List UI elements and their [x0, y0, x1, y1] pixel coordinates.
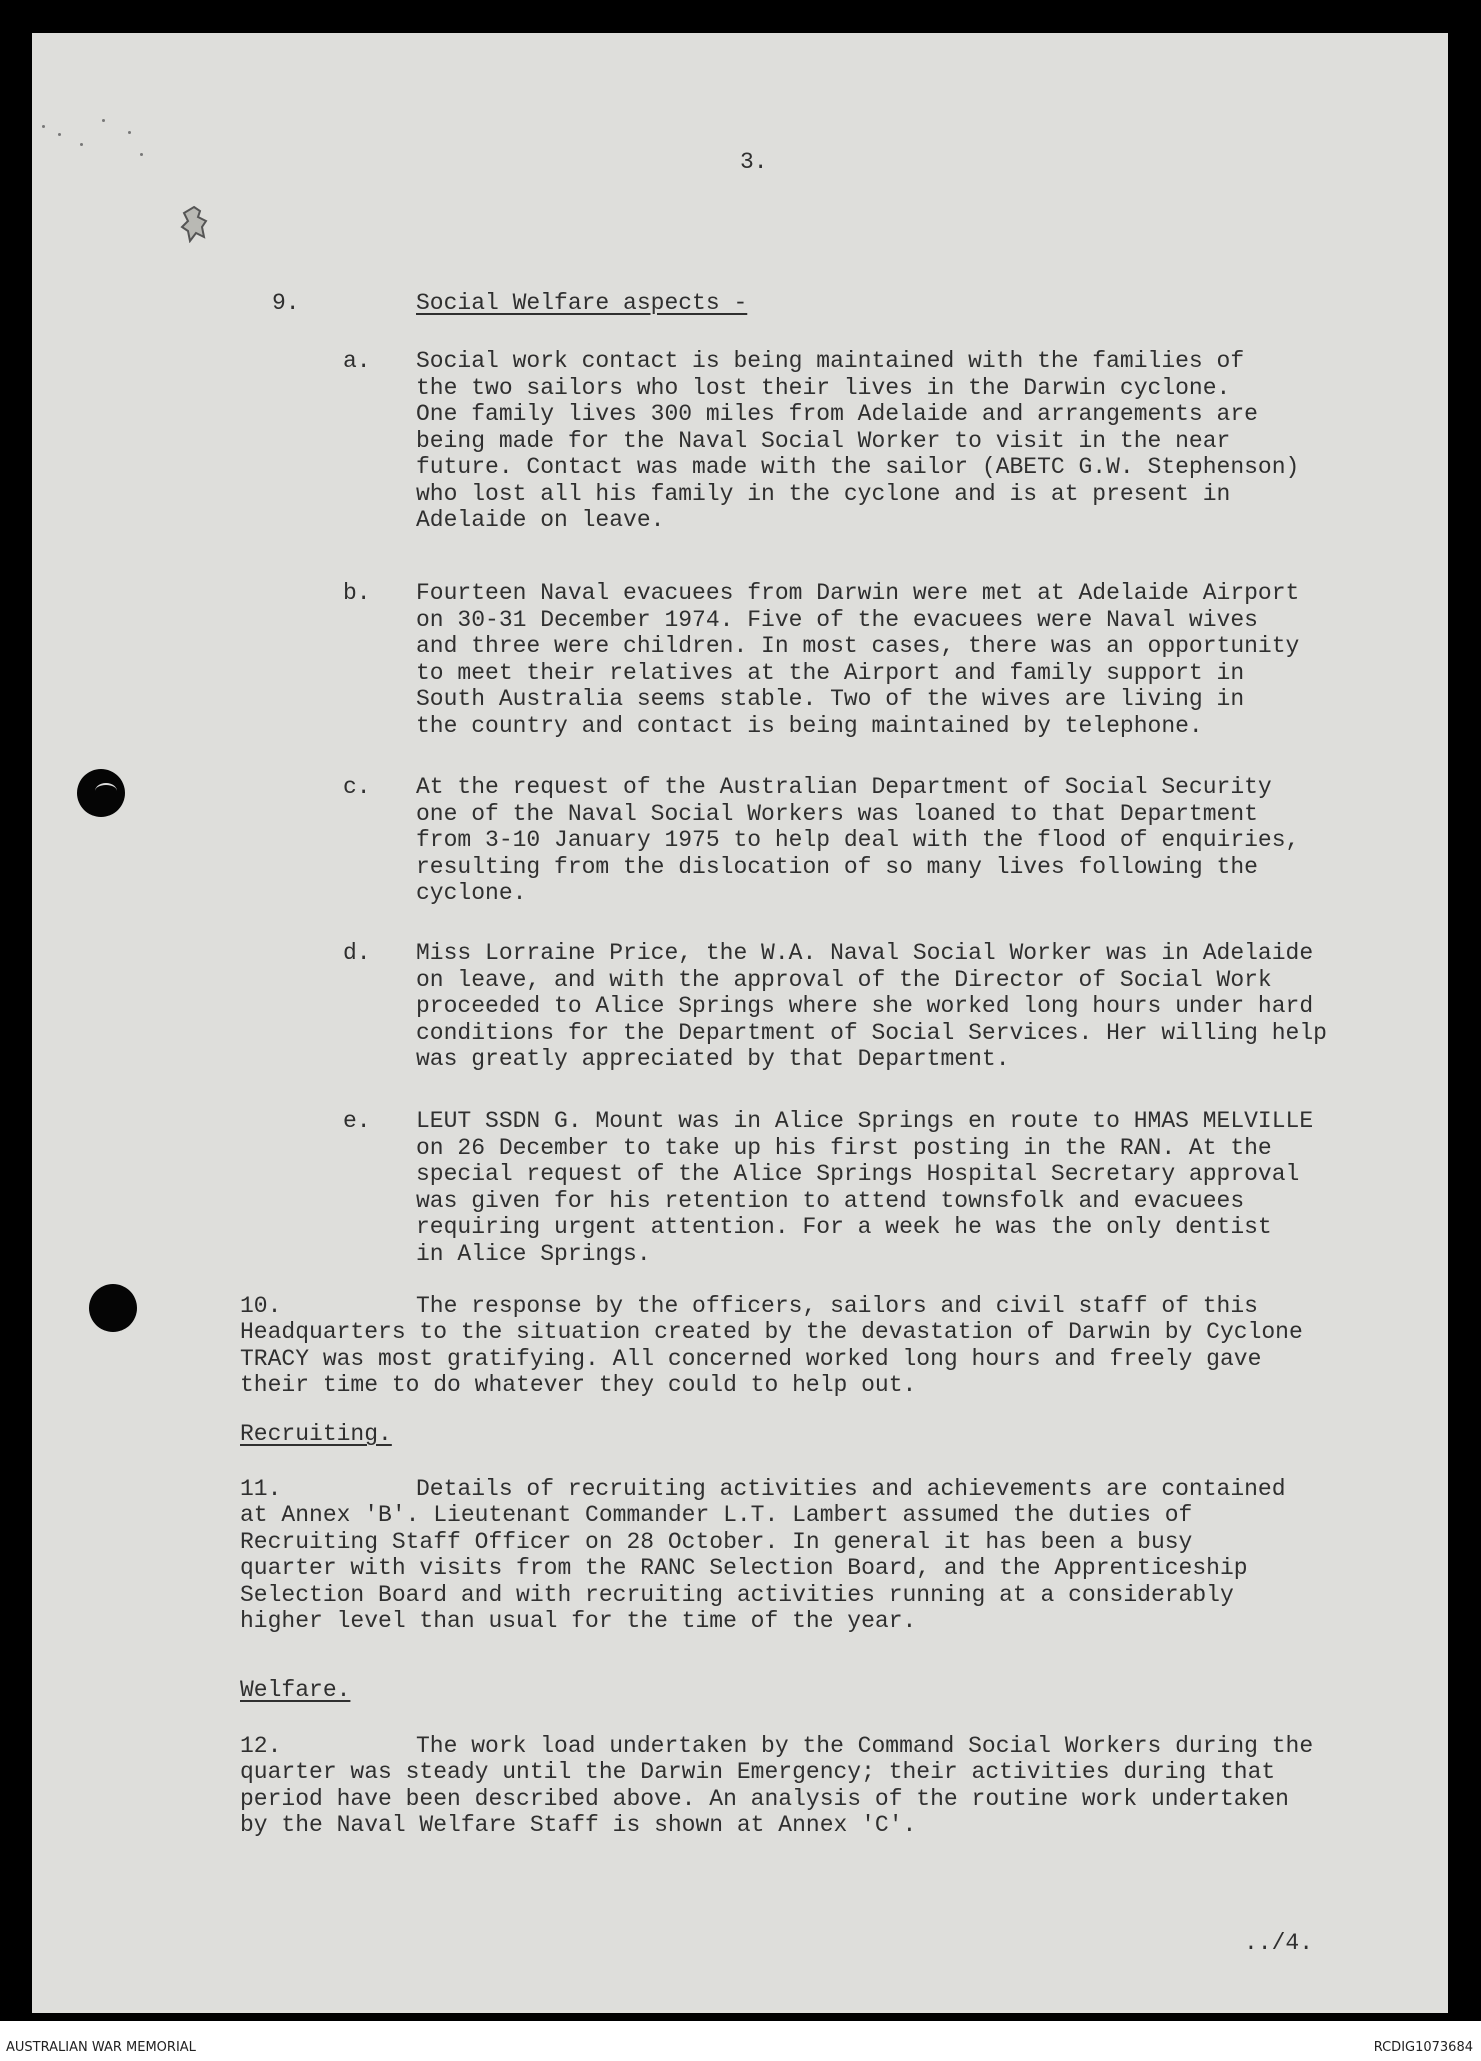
page-number: 3. [740, 149, 768, 175]
recruiting-heading: Recruiting. [240, 1421, 392, 1447]
para-10-first-line: The response by the officers, sailors and civil staff of this [416, 1293, 1258, 1319]
item-b-label: b. [343, 580, 371, 606]
item-b-text: Fourteen Naval evacuees from Darwin were met at Adelaide Airport on 30-31 December 1974. Five of the evacuees were Naval wives and three were children. In most cases, there was an opportunity to meet their relatives at the Airport and family support in South Australia seems stable. Two of the wives are living in the country and contact is being maintained by telephone. [416, 580, 1300, 739]
para-11-text: at Annex 'B'. Lieutenant Commander L.T. Lambert assumed the duties of Recruiting Staff Officer on 28 October. In general it has been a busy quarter with visits from the RANC Selection Board, and the Apprenticeship Selection Board and with recruiting activities running at a considerably higher level than usual for the time of the year. [240, 1502, 1248, 1634]
para-10-text: Headquarters to the situation created by the devastation of Darwin by Cyclone TRACY was most gratifying. All concerned worked long hours and freely gave their time to do whatever they could to help out. [240, 1319, 1303, 1398]
punch-hole-top [77, 769, 125, 817]
item-d-label: d. [343, 940, 371, 966]
para-10-number: 10. [240, 1293, 282, 1319]
punch-hole-bottom [89, 1284, 137, 1332]
item-c-text: At the request of the Australian Department of Social Security one of the Naval Social Workers was loaned to that Department from 3-10 January 1975 to help deal with the flood of enquiries, resulting from the dislocation of so many lives following the cyclone. [416, 774, 1300, 906]
para-12-first-line: The work load undertaken by the Command Social Workers during the [416, 1733, 1314, 1759]
item-d-text: Miss Lorraine Price, the W.A. Naval Social Worker was in Adelaide on leave, and with the approval of the Director of Social Work proceeded to Alice Springs where she worked long hours under hard conditions for the Department of Social Services. Her willing help was greatly appreciated by that Department. [416, 940, 1327, 1072]
item-a-label: a. [343, 348, 371, 374]
footer-record-id: RCDIG1073684 [1373, 2040, 1473, 2055]
item-a-text: Social work contact is being maintained with the families of the two sailors who lost their lives in the Darwin cyclone. One family lives 300 miles from Adelaide and arrangements are being made for the Naval Social Worker to visit in the near future. Contact was made with the sailor (ABETC G.W. Stephenson) who lost all his family in the cyclone and is at present in Adelaide on leave. [416, 348, 1300, 533]
para-12-number: 12. [240, 1733, 282, 1759]
item-c-label: c. [343, 774, 371, 800]
archive-footer [0, 2021, 1481, 2061]
paper-blemish [180, 205, 212, 243]
para-11-first-line: Details of recruiting activities and achievements are contained [416, 1476, 1286, 1502]
section-9-number: 9. [272, 290, 300, 316]
document-page [32, 33, 1448, 2013]
welfare-heading: Welfare. [240, 1677, 351, 1703]
item-e-text: LEUT SSDN G. Mount was in Alice Springs en route to HMAS MELVILLE on 26 December to take up his first posting in the RAN. At the special request of the Alice Springs Hospital Secretary approval was given for his retention to attend townsfolk and evacuees requiring urgent attention. For a week he was the only dentist in Alice Springs. [416, 1108, 1314, 1267]
section-9-heading: Social Welfare aspects - [416, 290, 748, 316]
continuation-marker: ../4. [1244, 1930, 1314, 1956]
item-e-label: e. [343, 1108, 371, 1134]
para-11-number: 11. [240, 1476, 282, 1502]
footer-source: AUSTRALIAN WAR MEMORIAL [6, 2040, 196, 2055]
para-12-text: quarter was steady until the Darwin Emergency; their activities during that period have been described above. An analysis of the routine work undertaken by the Naval Welfare Staff is shown at Annex 'C'. [240, 1759, 1289, 1838]
